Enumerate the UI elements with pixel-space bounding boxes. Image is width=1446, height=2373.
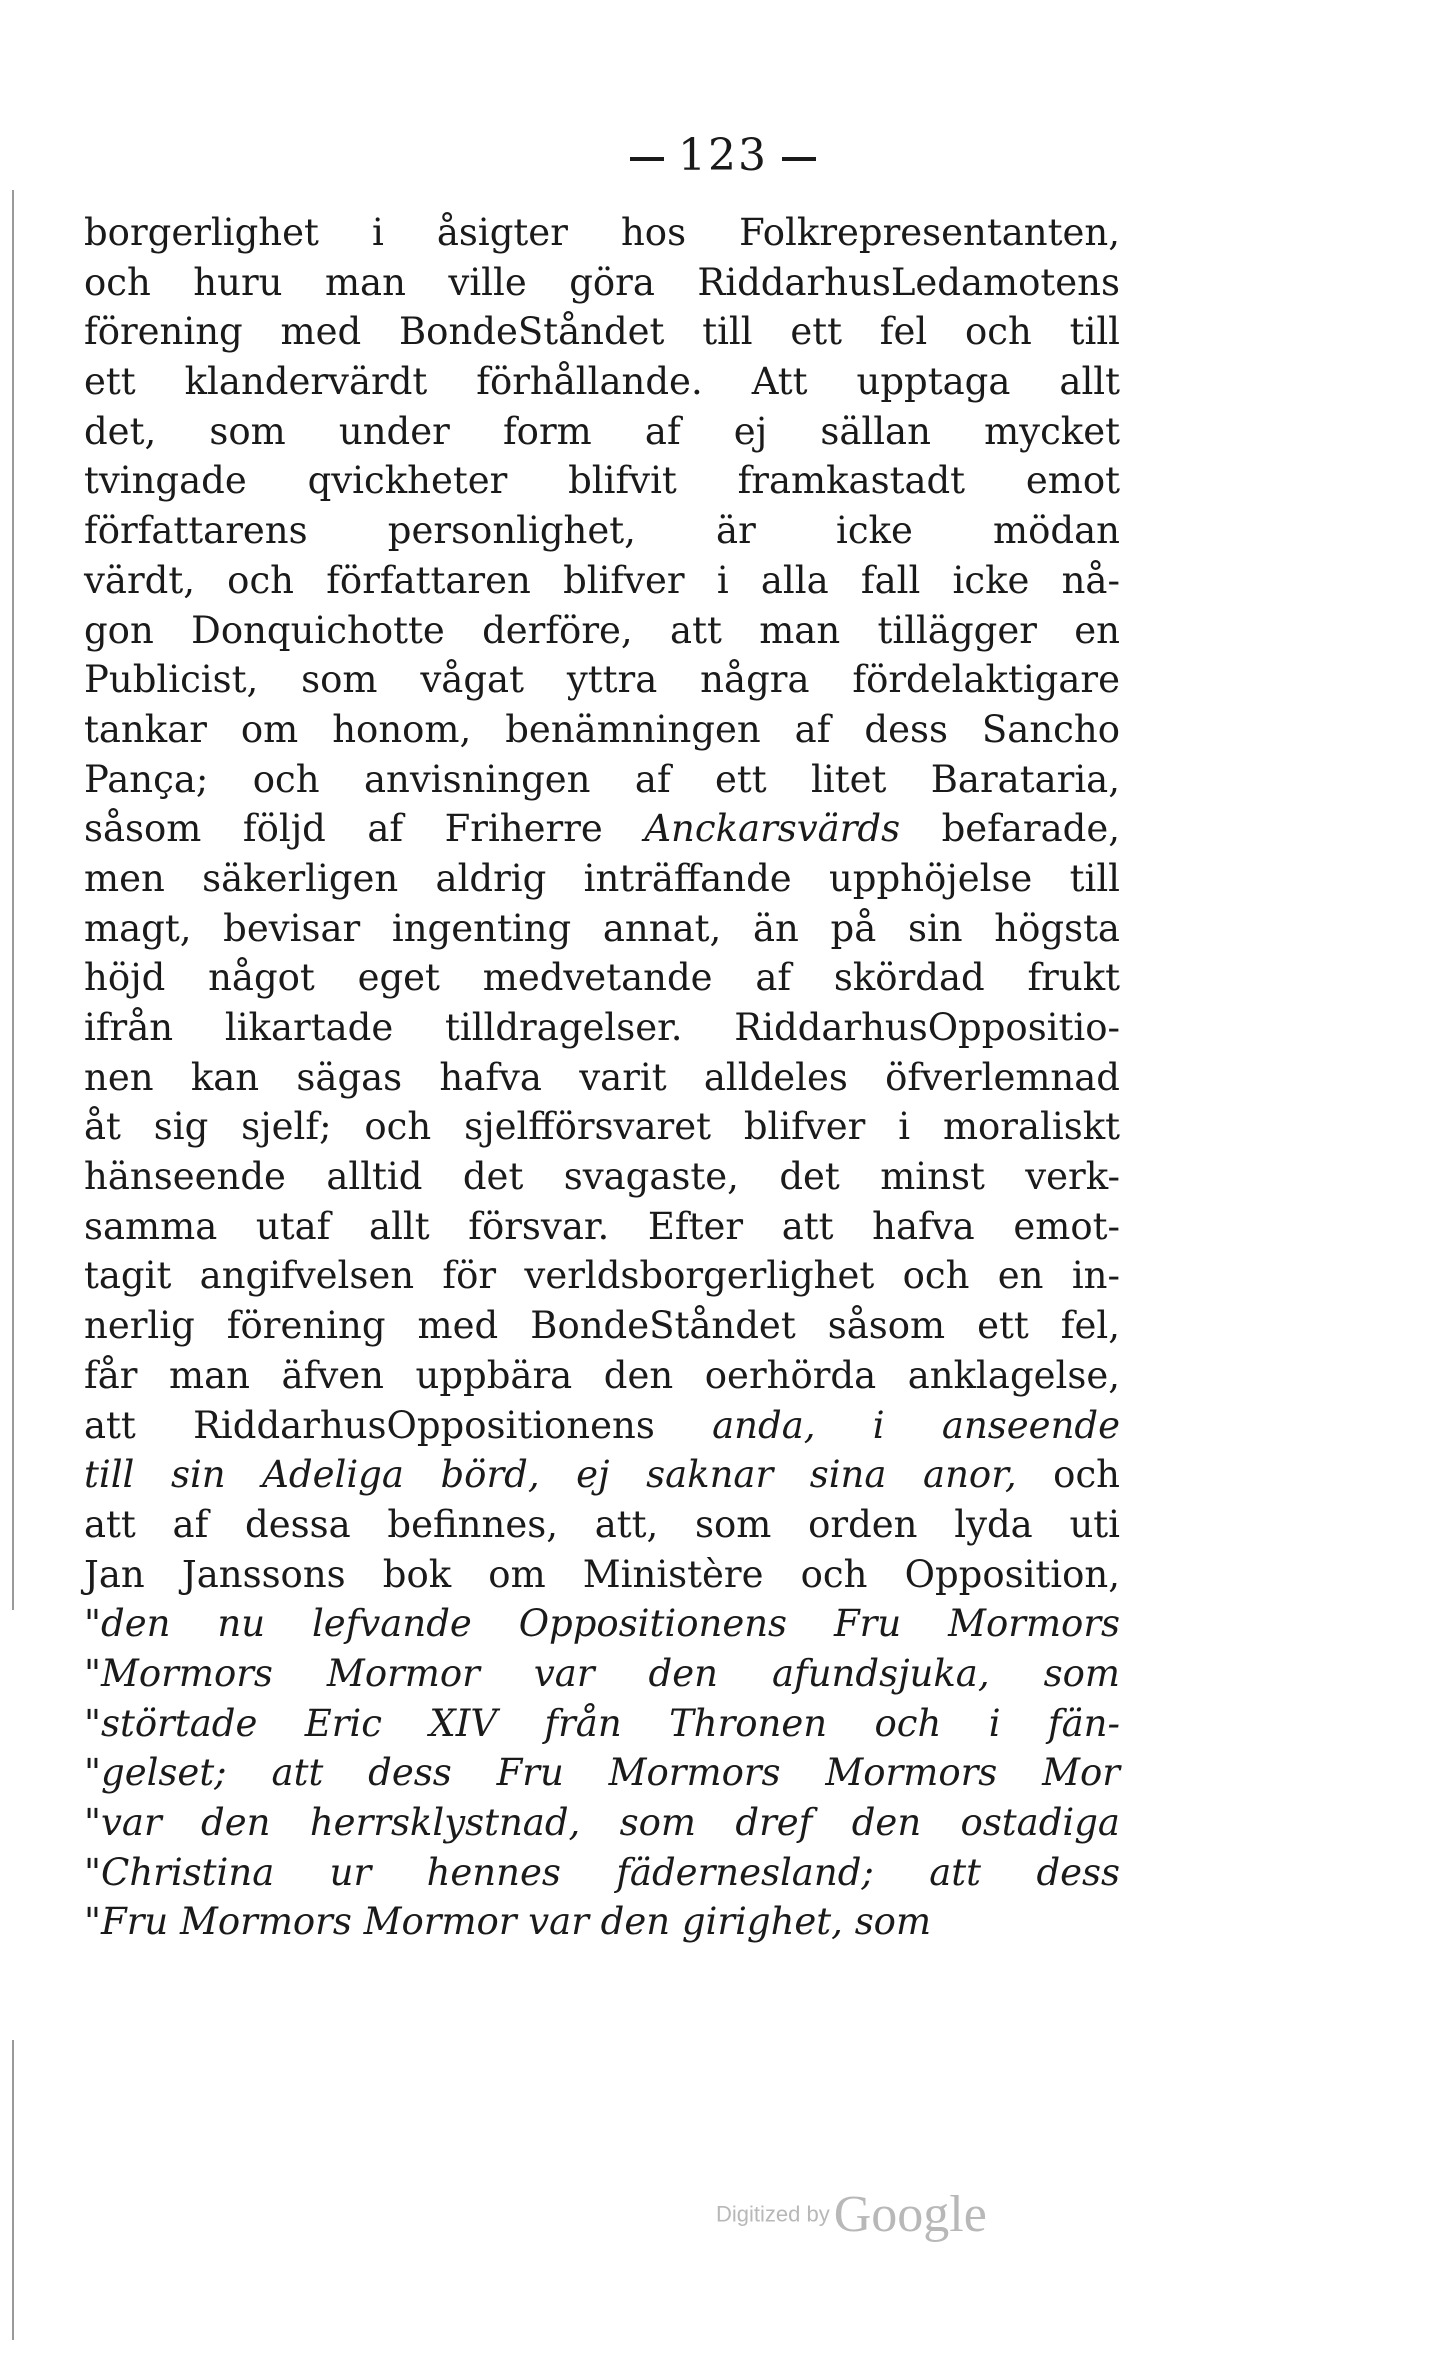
text-line [84,1202,1120,1252]
text-segment: och huru man ville göra RiddarhusLedamotens [84,260,1120,304]
text-line [84,1550,1120,1600]
text-segment: värdt, och författaren blifver i alla fall icke nå- [84,558,1120,602]
text-line [84,953,1120,1003]
text-segment: tankar om honom, benämningen af dess Sancho [84,707,1120,751]
text-segment: tagit angifvelsen för verldsborgerlighet och en in- [84,1254,1120,1298]
text-segment: höjd något eget medvetande af skördad frukt [84,956,1120,1000]
italic-text-segment: Anckarsvärds [644,807,901,851]
text-line [84,1649,1120,1699]
text-line [84,606,1120,656]
text-line [84,1053,1120,1103]
text-segment: författarens personlighet, är icke mödan [84,509,1120,553]
text-segment: Pança; och anvisningen af ett litet Barataria, [84,757,1120,801]
text-line [84,1699,1120,1749]
text-segment: magt, bevisar ingenting annat, än på sin högsta [84,906,1120,950]
text-segment: och [1016,1453,1121,1497]
text-line [84,357,1120,407]
text-line [84,1351,1120,1401]
text-segment: att af dessa befinnes, att, som orden lyda uti [84,1502,1120,1546]
text-line [84,804,1120,854]
text-segment: att RiddarhusOppositionens [84,1403,713,1447]
text-segment: får man äfven uppbära den oerhörda anklagelse, [84,1353,1120,1397]
text-segment: förening med BondeStåndet till ett fel och till [84,310,1120,354]
left-margin-rule [12,190,14,1610]
text-segment: gon Donquichotte derföre, att man tillägger en [84,608,1120,652]
text-segment: borgerlighet i åsigter hos Folkrepresentanten, [84,211,1120,254]
text-line [84,1152,1120,1202]
text-segment: ett klandervärdt förhållande. Att upptaga allt [84,360,1120,404]
text-segment: samma utaf allt försvar. Efter att hafva emot- [84,1204,1120,1248]
header-dash-left [630,157,664,161]
text-segment: tvingade qvickheter blifvit framkastadt emot [84,459,1120,503]
text-line [84,1003,1120,1053]
text-segment: nen kan sägas hafva varit alldeles öfverlemnad [84,1055,1120,1099]
text-segment: ifrån likartade tilldragelser. RiddarhusOppositio- [84,1006,1120,1049]
text-line [84,407,1120,457]
left-margin-rule-lower [12,2040,14,2340]
text-segment: hänseende alltid det svagaste, det minst verk- [84,1155,1120,1199]
text-line [84,904,1120,954]
text-line [84,1450,1120,1500]
text-segment: åt sig sjelf; och sjelfförsvaret blifver i moraliskt [84,1105,1120,1149]
text-line [84,1301,1120,1351]
text-line [84,1251,1120,1301]
text-line [84,1897,1120,1947]
italic-text-segment: "störtade Eric XIV från Thronen och i fän- [84,1701,1120,1745]
page-header [0,130,1446,181]
italic-text-segment: "Mormors Mormor var den afundsjuka, som [84,1651,1120,1695]
text-segment: det, som under form af ej sällan mycket [84,409,1120,453]
italic-text-segment: "Fru Mormors Mormor var den girighet, som [84,1900,932,1944]
text-line [84,1848,1120,1898]
text-segment: såsom följd af Friherre [84,807,645,851]
text-line [84,1748,1120,1798]
text-line [84,1401,1120,1451]
italic-text-segment: "den nu lefvande Oppositionens Fru Mormors [84,1602,1120,1646]
text-line [84,854,1120,904]
text-line [84,1798,1120,1848]
page-number: 123 [678,130,768,181]
text-segment: befarade, [900,807,1120,851]
text-segment: Publicist, som vågat yttra några fördelaktigare [84,658,1120,702]
text-line [84,1102,1120,1152]
text-line [84,307,1120,357]
text-line [84,456,1120,506]
text-segment: nerlig förening med BondeStåndet såsom ett fel, [84,1304,1120,1348]
text-segment: Jan Janssons bok om Ministère och Opposition, [84,1552,1120,1596]
google-logo: Google [833,2186,987,2243]
text-line [84,208,1120,258]
italic-text-segment: till sin Adeliga börd, ej saknar sina anor, [84,1453,1017,1497]
text-segment: men säkerligen aldrig inträffande upphöjelse till [84,856,1120,900]
text-line [84,655,1120,705]
digitized-by-watermark [716,2185,987,2244]
body-text [84,208,1120,1947]
italic-text-segment: "var den herrsklystnad, som dref den ostadiga [84,1801,1120,1844]
header-dash-right [782,157,816,161]
text-line [84,755,1120,805]
text-line [84,1500,1120,1550]
italic-text-segment: "Christina ur hennes fädernesland; att dess [84,1850,1120,1894]
text-line [84,258,1120,308]
text-line [84,705,1120,755]
italic-text-segment: anda, i anseende [712,1403,1120,1447]
text-line [84,506,1120,556]
text-line [84,1599,1120,1649]
italic-text-segment: "gelset; att dess Fru Mormors Mormors Mor [84,1751,1120,1795]
watermark-prefix: Digitized by [716,2201,830,2227]
text-line [84,556,1120,606]
